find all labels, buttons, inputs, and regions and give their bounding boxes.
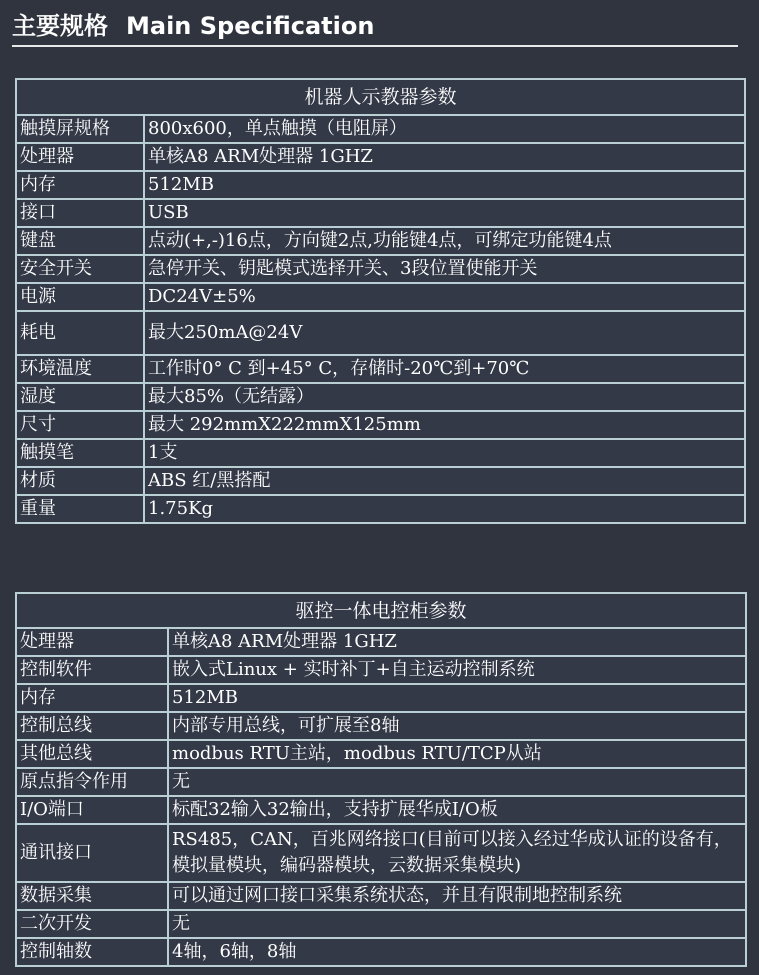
- page-header: [12, 8, 738, 48]
- spec-label: 处理器: [16, 143, 144, 171]
- spec-label: 键盘: [16, 227, 144, 255]
- spec-label: 内存: [16, 171, 144, 199]
- table-row: [16, 171, 745, 199]
- spec-label: 接口: [16, 199, 144, 227]
- table-title: 机器人示教器参数: [16, 79, 745, 115]
- spec-label: 触摸屏规格: [16, 115, 144, 143]
- table-row: [16, 115, 745, 143]
- spec-value: DC24V±5%: [144, 283, 745, 311]
- spec-value: 单核A8 ARM处理器 1GHZ: [168, 628, 746, 656]
- header-divider: [12, 45, 738, 47]
- spec-label: 其他总线: [16, 740, 168, 768]
- table-row: [16, 740, 746, 768]
- spec-value: 1.75Kg: [144, 495, 745, 523]
- spec-value: 最大85%（无结露）: [144, 383, 745, 411]
- spec-label: 重量: [16, 495, 144, 523]
- table-row: [16, 495, 745, 523]
- spec-value: 1支: [144, 439, 745, 467]
- spec-value: 无: [168, 910, 746, 938]
- spec-value: 点动(+,-)16点，方向键2点,功能键4点，可绑定功能键4点: [144, 227, 745, 255]
- table-row: [16, 439, 745, 467]
- table-row: [16, 355, 745, 383]
- table-row: [16, 227, 745, 255]
- table-row: [16, 411, 745, 439]
- spec-label: 处理器: [16, 628, 168, 656]
- spec-value: 可以通过网口接口采集系统状态，并且有限制地控制系统: [168, 882, 746, 910]
- spec-label: 控制软件: [16, 656, 168, 684]
- spec-label: 安全开关: [16, 255, 144, 283]
- spec-label: 材质: [16, 467, 144, 495]
- table-title-row: [16, 79, 745, 115]
- spec-value: 512MB: [144, 171, 745, 199]
- table-row: [16, 311, 745, 355]
- table-row: [16, 684, 746, 712]
- spec-value: 嵌入式Linux + 实时补丁+自主运动控制系统: [168, 656, 746, 684]
- spec-value: 工作时0° C 到+45° C，存储时-20℃到+70℃: [144, 355, 745, 383]
- table-row: [16, 467, 745, 495]
- spec-value: 512MB: [168, 684, 746, 712]
- spec-label: 原点指令作用: [16, 768, 168, 796]
- spec-value: 最大 292mmX222mmX125mm: [144, 411, 745, 439]
- spec-value: 4轴，6轴，8轴: [168, 938, 746, 966]
- spec-value: 800x600，单点触摸（电阻屏）: [144, 115, 745, 143]
- spec-value: ABS 红/黑搭配: [144, 467, 745, 495]
- table-row: [16, 255, 745, 283]
- teach-pendant-spec-table: [15, 78, 746, 524]
- control-cabinet-spec-table: [15, 592, 747, 967]
- spec-label: 控制总线: [16, 712, 168, 740]
- spec-value: 急停开关、钥匙模式选择开关、3段位置使能开关: [144, 255, 745, 283]
- page-title: [12, 8, 738, 44]
- spec-label: 耗电: [16, 311, 144, 355]
- spec-label: 二次开发: [16, 910, 168, 938]
- spec-label: 通讯接口: [16, 824, 168, 882]
- spec-value: 标配32输入32输出，支持扩展华成I/O板: [168, 796, 746, 824]
- table-row: [16, 796, 746, 824]
- table-row: [16, 768, 746, 796]
- spec-value: 内部专用总线，可扩展至8轴: [168, 712, 746, 740]
- spec-label: 控制轴数: [16, 938, 168, 966]
- spec-label: 内存: [16, 684, 168, 712]
- spec-value: modbus RTU主站，modbus RTU/TCP从站: [168, 740, 746, 768]
- spec-label: 尺寸: [16, 411, 144, 439]
- table-row: [16, 712, 746, 740]
- table-row: [16, 199, 745, 227]
- table-row: [16, 824, 746, 882]
- spec-label: I/O端口: [16, 796, 168, 824]
- table-row: [16, 938, 746, 966]
- spec-label: 电源: [16, 283, 144, 311]
- table-row: [16, 910, 746, 938]
- spec-label: 湿度: [16, 383, 144, 411]
- spec-value: 最大250mA@24V: [144, 311, 745, 355]
- table-row: [16, 882, 746, 910]
- spec-label: 环境温度: [16, 355, 144, 383]
- page-title-cn: 主要规格: [12, 12, 108, 40]
- table-row: [16, 628, 746, 656]
- table-row: [16, 383, 745, 411]
- spec-value: 单核A8 ARM处理器 1GHZ: [144, 143, 745, 171]
- page-title-en: Main Specification: [126, 12, 375, 40]
- table-row: [16, 656, 746, 684]
- spec-label: 数据采集: [16, 882, 168, 910]
- spec-label: 触摸笔: [16, 439, 144, 467]
- table-row: [16, 143, 745, 171]
- table-title-row: [16, 593, 746, 628]
- spec-value: USB: [144, 199, 745, 227]
- table-title: 驱控一体电控柜参数: [16, 593, 746, 628]
- table-row: [16, 283, 745, 311]
- spec-value: 无: [168, 768, 746, 796]
- spec-value: RS485，CAN，百兆网络接口(目前可以接入经过华成认证的设备有，模拟量模块，编码器模块，云数据采集模块): [168, 824, 746, 882]
